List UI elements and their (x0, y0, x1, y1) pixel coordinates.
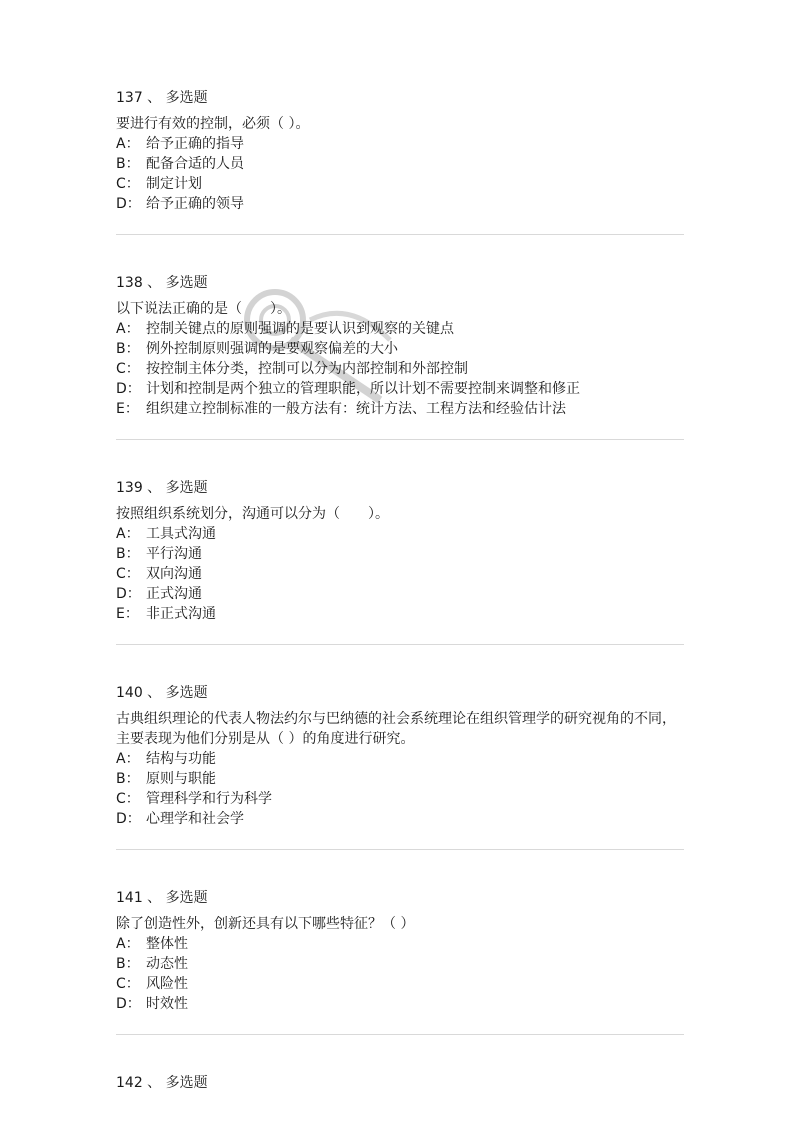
option-c: C： 风险性 (116, 976, 188, 992)
option-c: C： 制定计划 (116, 176, 202, 192)
question-stem: 除了创造性外，创新还具有以下哪些特征？（ ） (116, 916, 415, 932)
option-d: D： 计划和控制是两个独立的管理职能，所以计划不需要控制来调整和修正 (116, 381, 580, 397)
question-number: 138 、 多选题 (116, 275, 208, 291)
question-number: 140 、 多选题 (116, 685, 208, 701)
option-b: B： 动态性 (116, 956, 188, 972)
divider (116, 234, 684, 235)
divider (116, 849, 684, 850)
question-stem: 以下说法正确的是（ ）。 (116, 301, 291, 317)
question-list (116, 88, 686, 1093)
question-140 (116, 683, 686, 850)
divider (116, 439, 684, 440)
option-e: E： 组织建立控制标准的一般方法有：统计方法、工程方法和经验估计法 (116, 401, 566, 417)
question-138 (116, 273, 686, 440)
question-137 (116, 88, 686, 235)
question-stem: 要进行有效的控制，必须（ ）。 (116, 116, 310, 132)
question-stem: 古典组织理论的代表人物法约尔与巴纳德的社会系统理论在组织管理学的研究视角的不同，主要表现为他们分别是从（ ）的角度进行研究。 (116, 711, 676, 747)
question-number: 139 、 多选题 (116, 480, 208, 496)
option-d: D： 正式沟通 (116, 586, 202, 602)
option-a: A： 给予正确的指导 (116, 136, 244, 152)
divider (116, 644, 684, 645)
option-d: D： 给予正确的领导 (116, 196, 244, 212)
question-142 (116, 1073, 686, 1093)
question-number: 137 、 多选题 (116, 90, 208, 106)
option-d: D： 心理学和社会学 (116, 811, 244, 827)
option-a: A： 工具式沟通 (116, 526, 216, 542)
option-e: E： 非正式沟通 (116, 606, 216, 622)
option-a: A： 结构与功能 (116, 751, 216, 767)
option-b: B： 配备合适的人员 (116, 156, 244, 172)
option-b: B： 原则与职能 (116, 771, 216, 787)
option-c: C： 管理科学和行为科学 (116, 791, 272, 807)
question-stem: 按照组织系统划分，沟通可以分为（ ）。 (116, 506, 389, 522)
option-a: A： 控制关键点的原则强调的是要认识到观察的关键点 (116, 321, 454, 337)
option-d: D： 时效性 (116, 996, 188, 1012)
question-number: 141 、 多选题 (116, 890, 208, 906)
option-b: B： 平行沟通 (116, 546, 202, 562)
option-c: C： 按控制主体分类，控制可以分为内部控制和外部控制 (116, 361, 468, 377)
question-141 (116, 888, 686, 1035)
option-b: B： 例外控制原则强调的是要观察偏差的大小 (116, 341, 398, 357)
question-number: 142 、 多选题 (116, 1075, 208, 1091)
option-a: A： 整体性 (116, 936, 188, 952)
divider (116, 1034, 684, 1035)
option-c: C： 双向沟通 (116, 566, 202, 582)
question-139 (116, 478, 686, 645)
